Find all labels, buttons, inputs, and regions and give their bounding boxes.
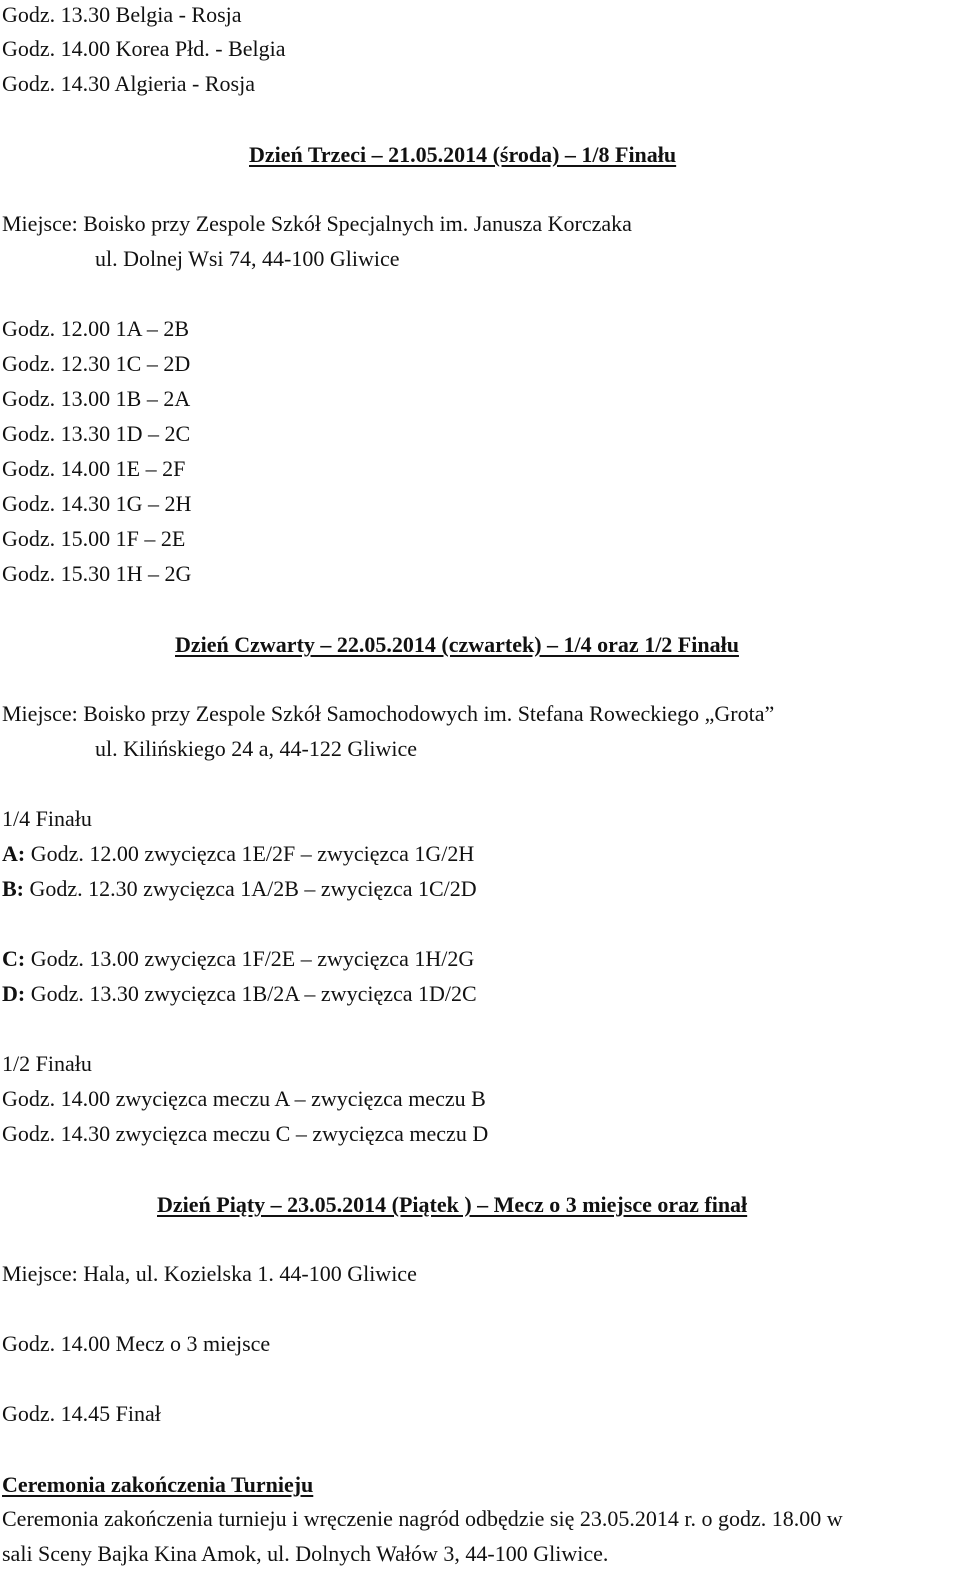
quarter-final-match: [2, 979, 477, 1009]
day4-heading: Dzień Czwarty – 22.05.2014 (czwartek) – 1/4 oraz 1/2 Finału: [175, 632, 739, 657]
semi-final-match: Godz. 14.30 zwycięzca meczu C – zwycięzca meczu D: [2, 1121, 489, 1146]
day3-venue-address: ul. Dolnej Wsi 74, 44-100 Gliwice: [95, 246, 400, 271]
match-label: D:: [2, 981, 26, 1006]
day5-heading: Dzień Piąty – 23.05.2014 (Piątek ) – Mecz o 3 miejsce oraz finał: [157, 1192, 748, 1217]
ceremony-text-line: sali Sceny Bajka Kina Amok, ul. Dolnych Wałów 3, 44-100 Gliwice.: [2, 1541, 609, 1566]
match-text: Godz. 13.30 zwycięzca 1B/2A – zwycięzca 1D/2C: [25, 981, 477, 1006]
semi-final-title: 1/2 Finału: [2, 1051, 92, 1076]
match-label: C:: [2, 946, 26, 971]
match-line: Godz. 13.30 Belgia - Rosja: [2, 2, 242, 27]
third-place-match: Godz. 14.00 Mecz o 3 miejsce: [2, 1331, 271, 1356]
quarter-final-match: [2, 839, 474, 869]
match-line: Godz. 15.00 1F – 2E: [2, 526, 186, 551]
quarter-final-match: [2, 874, 477, 904]
match-text: Godz. 12.30 zwycięzca 1A/2B – zwycięzca 1C/2D: [24, 876, 477, 901]
quarter-final-match: [2, 944, 474, 974]
day4-venue-address: ul. Kilińskiego 24 a, 44-122 Gliwice: [95, 736, 418, 761]
match-line: Godz. 14.30 1G – 2H: [2, 491, 192, 516]
day3-heading: Dzień Trzeci – 21.05.2014 (środa) – 1/8 Finału: [249, 142, 677, 167]
match-line: Godz. 12.00 1A – 2B: [2, 316, 189, 341]
match-text: Godz. 12.00 zwycięzca 1E/2F – zwycięzca 1G/2H: [25, 841, 475, 866]
match-line: Godz. 15.30 1H – 2G: [2, 561, 192, 586]
semi-final-match: Godz. 14.00 zwycięzca meczu A – zwycięzca meczu B: [2, 1086, 486, 1111]
day5-venue: Miejsce: Hala, ul. Kozielska 1. 44-100 Gliwice: [2, 1261, 417, 1286]
match-label: B:: [2, 876, 24, 901]
match-line: Godz. 14.00 Korea Płd. - Belgia: [2, 36, 286, 61]
final-match: Godz. 14.45 Finał: [2, 1401, 161, 1426]
match-line: Godz. 14.30 Algieria - Rosja: [2, 71, 255, 96]
ceremony-heading: Ceremonia zakończenia Turnieju: [2, 1472, 314, 1497]
quarter-final-title: 1/4 Finału: [2, 806, 92, 831]
match-line: Godz. 12.30 1C – 2D: [2, 351, 191, 376]
ceremony-text-line: Ceremonia zakończenia turnieju i wręczenie nagród odbędzie się 23.05.2014 r. o godz. 18.00 w: [2, 1506, 843, 1531]
match-line: Godz. 14.00 1E – 2F: [2, 456, 186, 481]
day3-venue-name: Miejsce: Boisko przy Zespole Szkół Specjalnych im. Janusza Korczaka: [2, 211, 632, 236]
match-label: A:: [2, 841, 26, 866]
match-line: Godz. 13.00 1B – 2A: [2, 386, 191, 411]
day4-venue-name: Miejsce: Boisko przy Zespole Szkół Samochodowych im. Stefana Roweckiego „Grota”: [2, 701, 775, 726]
match-line: Godz. 13.30 1D – 2C: [2, 421, 191, 446]
match-text: Godz. 13.00 zwycięzca 1F/2E – zwycięzca 1H/2G: [25, 946, 475, 971]
